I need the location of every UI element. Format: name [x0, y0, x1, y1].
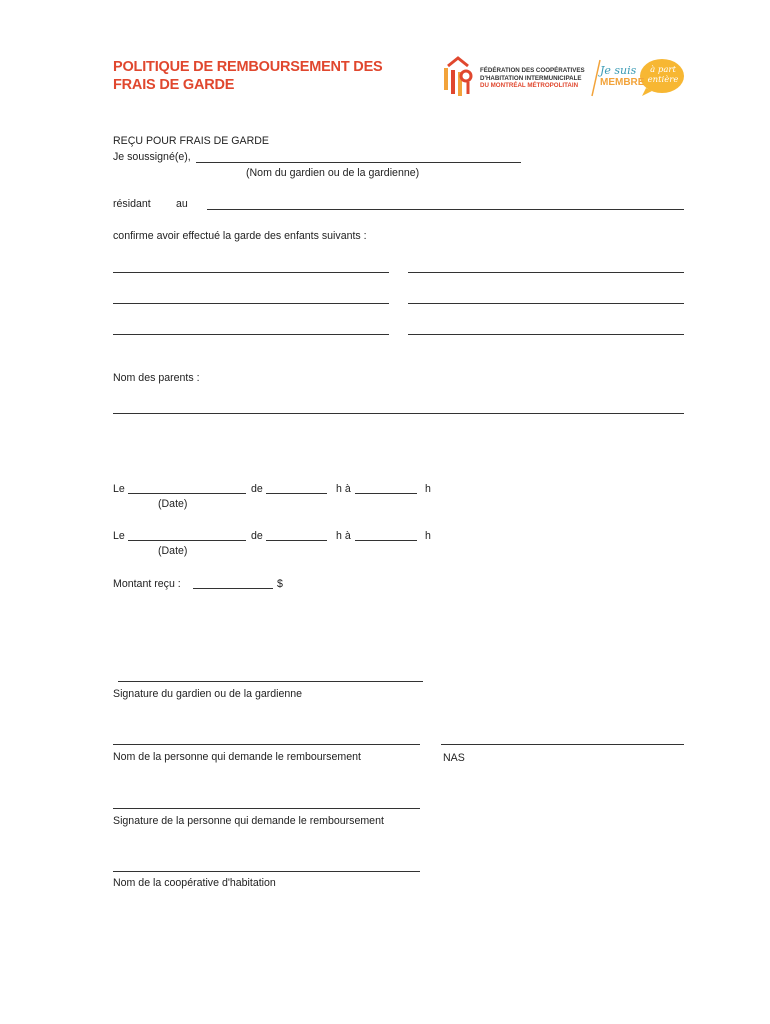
de-label-1: de: [251, 483, 263, 495]
org-line-3: DU MONTRÉAL MÉTROPOLITAIN: [480, 82, 579, 90]
title-line-2: FRAIS DE GARDE: [113, 77, 235, 93]
child-field-5[interactable]: [113, 334, 389, 335]
ha-label-2: h à: [336, 530, 351, 542]
slogan: [600, 66, 644, 88]
org-line-1: FÉDÉRATION DES COOPÉRATIVES: [480, 67, 585, 74]
requester-name-label: Nom de la personne qui demande le remboursement: [113, 751, 361, 763]
federation-logo: [442, 52, 687, 100]
coop-name-label: Nom de la coopérative d'habitation: [113, 877, 276, 889]
parents-field[interactable]: [113, 413, 684, 414]
end-time-field-2[interactable]: [355, 540, 417, 541]
address-field[interactable]: [207, 209, 684, 210]
start-time-field-2[interactable]: [266, 540, 327, 541]
date-field-2[interactable]: [128, 540, 246, 541]
slogan-line-1: Je suis: [600, 64, 637, 77]
requester-signature-field[interactable]: [113, 808, 420, 809]
le-label-1: Le: [113, 483, 125, 495]
badge-line-1: à part: [650, 65, 676, 75]
guardian-name-field[interactable]: [196, 162, 521, 163]
ha-label-1: h à: [336, 483, 351, 495]
confirm-text: confirme avoir effectué la garde des enfants suivants :: [113, 230, 367, 242]
guardian-name-hint: (Nom du gardien ou de la gardienne): [246, 167, 420, 179]
montant-label: Montant reçu :: [113, 578, 181, 590]
de-label-2: de: [251, 530, 263, 542]
guardian-signature-label: Signature du gardien ou de la gardienne: [113, 688, 303, 700]
date-hint-1: (Date): [158, 498, 188, 510]
guardian-signature-field[interactable]: [118, 681, 423, 682]
h-label-1: h: [425, 483, 431, 495]
child-field-6[interactable]: [408, 334, 684, 335]
coop-name-field[interactable]: [113, 871, 420, 872]
dollar-sign: $: [277, 578, 283, 590]
requester-signature-label: Signature de la personne qui demande le remboursement: [113, 815, 384, 827]
parents-label: Nom des parents :: [113, 372, 200, 384]
soussigne-label: Je soussigné(e),: [113, 151, 191, 163]
end-time-field-1[interactable]: [355, 493, 417, 494]
residant-label: résidant: [113, 198, 151, 210]
le-label-2: Le: [113, 530, 125, 542]
date-hint-2: (Date): [158, 545, 188, 557]
requester-name-field[interactable]: [113, 744, 420, 745]
receipt-heading: REÇU POUR FRAIS DE GARDE: [113, 135, 269, 147]
child-field-3[interactable]: [113, 303, 389, 304]
h-label-2: h: [425, 530, 431, 542]
page-title: [113, 58, 383, 94]
nas-field[interactable]: [441, 744, 684, 745]
title-line-1: POLITIQUE DE REMBOURSEMENT DES: [113, 59, 383, 75]
child-field-2[interactable]: [408, 272, 684, 273]
nas-label: NAS: [443, 752, 465, 764]
start-time-field-1[interactable]: [266, 493, 327, 494]
org-line-2: D'HABITATION INTERMUNICIPALE: [480, 74, 582, 82]
child-field-1[interactable]: [113, 272, 389, 273]
slogan-line-2: MEMBRE: [600, 77, 645, 88]
badge-text: [645, 65, 681, 85]
amount-field[interactable]: [193, 588, 273, 589]
federation-name: [480, 67, 585, 90]
child-field-4[interactable]: [408, 303, 684, 304]
date-field-1[interactable]: [128, 493, 246, 494]
au-label: au: [176, 198, 188, 210]
badge-line-2: entière: [647, 75, 679, 85]
